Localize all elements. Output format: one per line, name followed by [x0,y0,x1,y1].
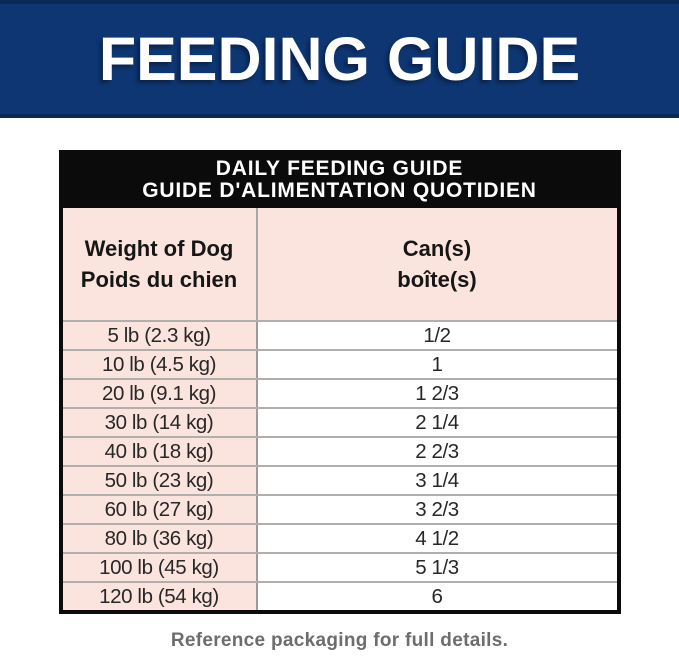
table-row [63,349,617,378]
cans-cell: 2 2/3 [258,438,617,465]
table-title-english: DAILY FEEDING GUIDE [215,157,464,180]
column-header-row [63,208,617,320]
table-row [63,436,617,465]
weight-cell: 80 lb (36 kg) [63,525,258,552]
weight-cell: 100 lb (45 kg) [63,554,258,581]
table-row [63,552,617,581]
table-row [63,581,617,610]
weight-cell: 20 lb (9.1 kg) [63,380,258,407]
table-row [63,465,617,494]
column-header-cans [258,208,617,320]
weight-cell: 60 lb (27 kg) [63,496,258,523]
cans-cell: 1/2 [258,322,617,349]
table-row [63,407,617,436]
cans-cell: 3 1/4 [258,467,617,494]
banner-title: FEEDING GUIDE [98,25,581,93]
weight-header-french: Poids du chien [80,267,238,292]
cans-cell: 5 1/3 [258,554,617,581]
cans-cell: 3 2/3 [258,496,617,523]
table-title-french: GUIDE D'ALIMENTATION QUOTIDIEN [142,179,537,202]
table-row [63,523,617,552]
feeding-guide-banner [0,0,679,118]
cans-header-english: Can(s) [402,236,472,261]
cans-cell: 1 [258,351,617,378]
cans-cell: 4 1/2 [258,525,617,552]
column-header-weight [63,208,258,320]
cans-cell: 2 1/4 [258,409,617,436]
table-row [63,494,617,523]
cans-cell: 1 2/3 [258,380,617,407]
weight-cell: 10 lb (4.5 kg) [63,351,258,378]
table-row [63,378,617,407]
weight-cell: 50 lb (23 kg) [63,467,258,494]
table-row [63,320,617,349]
weight-cell: 5 lb (2.3 kg) [63,322,258,349]
table-title-bar [63,154,617,208]
cans-cell: 6 [258,583,617,610]
cans-header-french: boîte(s) [397,267,477,292]
weight-header-english: Weight of Dog [84,236,234,261]
weight-cell: 120 lb (54 kg) [63,583,258,610]
weight-cell: 40 lb (18 kg) [63,438,258,465]
footer-note: Reference packaging for full details. [170,630,509,651]
weight-cell: 30 lb (14 kg) [63,409,258,436]
feeding-guide-table [59,150,621,614]
